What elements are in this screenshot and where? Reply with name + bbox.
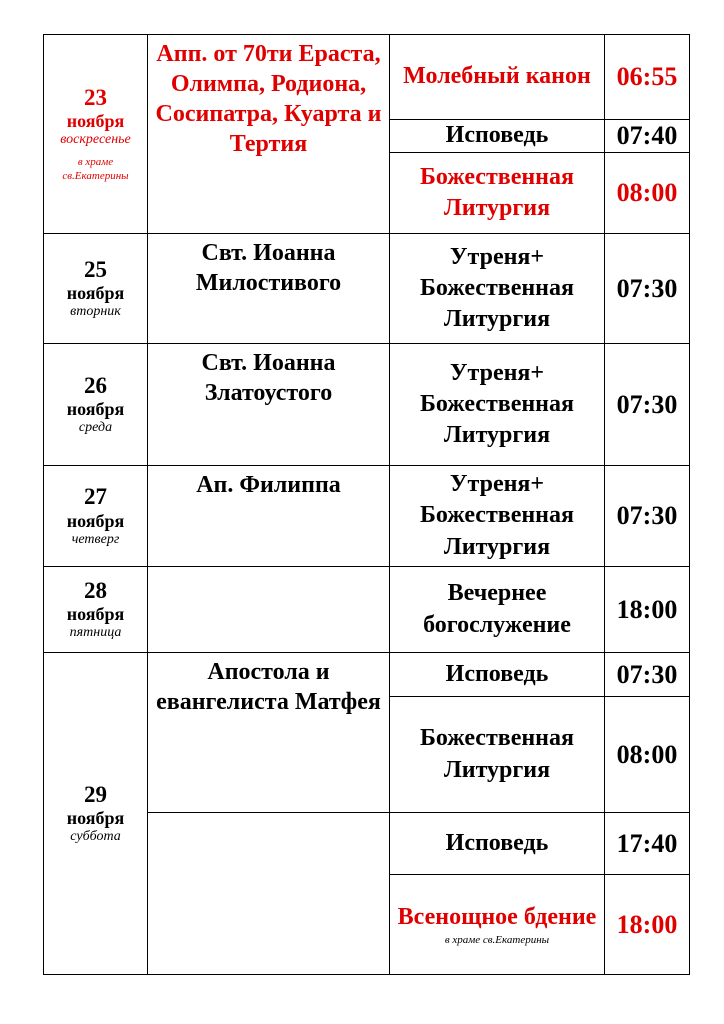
saint-name: Апп. от 70ти Ераста, Олимпа, Родиона, Сосипатра, Куарта и Тертия — [148, 35, 390, 234]
schedule-row — [44, 567, 690, 653]
service-time: 08:00 — [605, 153, 690, 234]
date-cell — [44, 35, 148, 234]
service-time: 17:40 — [605, 813, 690, 875]
service-name: Утреня+ Божественная Литургия — [390, 466, 605, 567]
day-number: 27 — [84, 484, 107, 510]
day-number: 29 — [84, 781, 107, 807]
service-name: Исповедь — [390, 653, 605, 697]
date-cell — [44, 567, 148, 653]
schedule-row — [44, 344, 690, 466]
day-number: 23 — [84, 84, 107, 110]
service-name: Исповедь — [390, 120, 605, 153]
service-time: 07:40 — [605, 120, 690, 153]
month-label: ноября — [66, 111, 125, 132]
service-name: Молебный канон — [390, 35, 605, 120]
weekday-label: четверг — [71, 531, 120, 547]
empty-cell — [148, 813, 390, 975]
weekday-label: среда — [78, 420, 113, 436]
schedule-row — [44, 35, 690, 120]
month-label: ноября — [66, 399, 125, 420]
service-time: 07:30 — [605, 466, 690, 567]
service-name: Исповедь — [390, 813, 605, 875]
weekday-label: суббота — [70, 829, 121, 845]
month-label: ноября — [66, 808, 125, 829]
weekday-label: пятница — [69, 625, 122, 641]
saint-name: Ап. Филиппа — [148, 466, 390, 567]
day-number: 26 — [84, 372, 107, 398]
service-name: Утреня+ Божественная Литургия — [390, 234, 605, 344]
service-time: 07:30 — [605, 344, 690, 466]
day-number: 28 — [84, 577, 107, 603]
service-name: Вечернее богослужение — [390, 567, 605, 653]
saint-name — [148, 567, 390, 653]
date-cell — [44, 653, 148, 975]
service-time: 08:00 — [605, 697, 690, 813]
location-note: в храме св.Екатерины — [62, 155, 129, 182]
saint-name: Свт. Иоанна Златоустого — [148, 344, 390, 466]
month-label: ноября — [66, 604, 125, 625]
saint-name: Апостола и евангелиста Матфея — [148, 653, 390, 813]
service-cell — [390, 875, 605, 975]
location-note: в храме св.Екатерины — [444, 933, 550, 946]
schedule-row — [44, 234, 690, 344]
weekday-label: вторник — [70, 304, 121, 320]
month-label: ноября — [66, 283, 125, 304]
date-cell — [44, 234, 148, 344]
month-label: ноября — [66, 510, 125, 531]
service-name: Божественная Литургия — [390, 153, 605, 234]
date-cell — [44, 466, 148, 567]
weekday-label: воскресенье — [60, 131, 131, 147]
service-time: 18:00 — [605, 567, 690, 653]
service-time: 07:30 — [605, 653, 690, 697]
schedule-row — [44, 466, 690, 567]
service-name: Всенощное бдение — [397, 904, 597, 931]
day-number: 25 — [84, 256, 107, 282]
date-cell — [44, 344, 148, 466]
service-time: 06:55 — [605, 35, 690, 120]
service-name: Божественная Литургия — [390, 697, 605, 813]
schedule-row — [44, 653, 690, 697]
service-name: Утреня+ Божественная Литургия — [390, 344, 605, 466]
schedule-table — [43, 34, 690, 975]
service-time: 07:30 — [605, 234, 690, 344]
saint-name: Свт. Иоанна Милостивого — [148, 234, 390, 344]
service-time: 18:00 — [605, 875, 690, 975]
